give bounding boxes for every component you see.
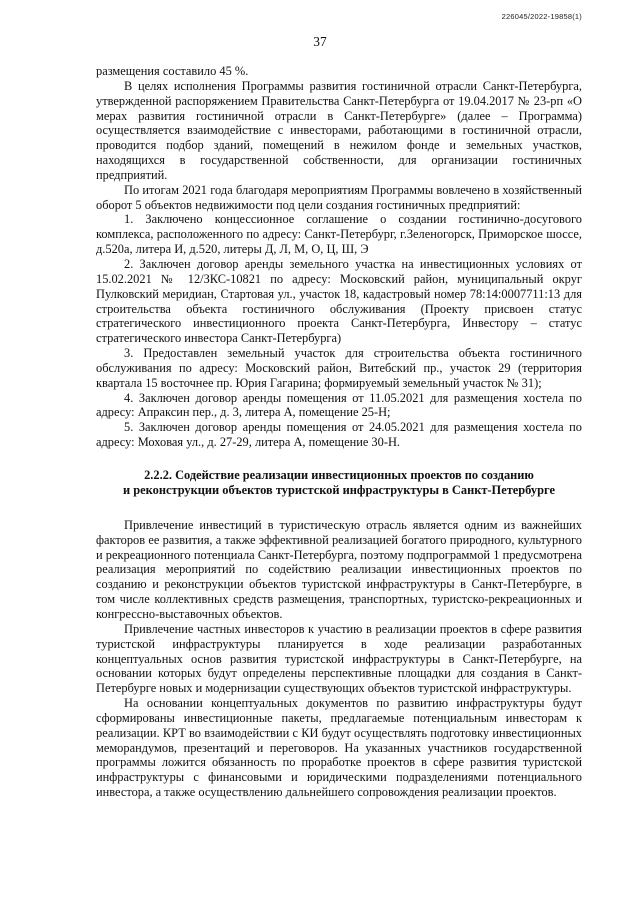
list-item: 1. Заключено концессионное соглашение о создании гостинично-досугового комплекса, расположенного по адресу: Санкт-Петербург, г.Зеленогорск, Приморское шоссе, д.520а, литера И, д.520, литеры Д, Л, М, О, Ц, Ш, Э: [96, 212, 582, 257]
list-item: 4. Заключен договор аренды помещения от 11.05.2021 для размещения хостела по адресу: Апраксин пер., д. 3, литера А, помещение 25-Н;: [96, 390, 582, 420]
list-item: 5. Заключен договор аренды помещения от 24.05.2021 для размещения хостела по адресу: Моховая ул., д. 27-29, литера А, помещение 30-Н.: [96, 420, 582, 450]
document-id: 226045/2022-19858(1): [501, 12, 582, 21]
paragraph: На основании концептуальных документов по развитию инфраструктуры будут сформированы инвестиционные пакеты, предлагаемые потенциальным инвесторам к реализации. КРТ во взаимодействии с КИ будут осуществлять подготовку инвестиционных меморандумов, презентаций и переговоров. На указанных участников государственной программы ложится обязанность по проработке проектов в сфере развития туристской инфраструктуры с финансовыми и юридическими подразделениями потенциального инвестора, а также осуществлению дальнейшего сопровождения реализации проектов.: [96, 696, 582, 800]
paragraph: размещения составило 45 %.: [96, 64, 249, 78]
section-heading-line: 2.2.2. Содействие реализации инвестиционных проектов по созданию: [144, 467, 534, 482]
document-body: [96, 64, 582, 800]
list-item: 2. Заключен договор аренды земельного участка на инвестиционных условиях от 15.02.2021 № 12/ЗКС-10821 по адресу: Московский район, муниципальный округ Пулковский меридиан, Стартовая ул., участок 18, кадастровый номер 78:14:0007711:13 для строительства объекта гостиничного обслуживания (Проекту присвоен статус стратегического инвестиционного проекта Санкт-Петербурга, Инвестору – статус стратегического инвестора Санкт-Петербурга): [96, 256, 582, 346]
list-item: 3. Предоставлен земельный участок для строительства объекта гостиничного обслуживания по адресу: Московский район, Витебский пр., участок 29 (территория квартала 15 восточнее пр. Юрия Гагарина; формируемый земельный участок № 31);: [96, 346, 582, 390]
page-number: 37: [313, 34, 327, 49]
paragraph: Привлечение частных инвесторов к участию в реализации проектов в сфере развития туристской инфраструктуры планируется в ходе реализации разработанных концептуальных основ развития туристской инфраструктуры в Санкт-Петербурге, на основании которых будут определены перспективные площадки для создания в Санкт-Петербурге новых и модернизации существующих объектов туристской инфраструктуры.: [96, 621, 582, 696]
paragraph: Привлечение инвестиций в туристическую отрасль является одним из важнейших факторов ее развития, а также эффективной реализацией богатого природного, культурного и рекреационного потенциала Санкт-Петербурга, поэтому подпрограммой 1 предусмотрена реализация мероприятий по содействию реализации инвестиционных проектов по созданию и реконструкции объектов туристской инфраструктуры в Санкт-Петербурге, в том числе коллективных средств размещения, транспортных, туристско-рекреационных и конгрессно-выставочных объектов.: [96, 517, 582, 621]
section-heading-line: и реконструкции объектов туристской инфраструктуры в Санкт-Петербурге: [123, 482, 555, 497]
paragraph: По итогам 2021 года благодаря мероприятиям Программы вовлечено в хозяйственный оборот 5 объектов недвижимости под цели создания гостиничных предприятий:: [96, 182, 582, 212]
paragraph: В целях исполнения Программы развития гостиничной отрасли Санкт-Петербурга, утвержденной распоряжением Правительства Санкт-Петербурга от 19.04.2017 № 23-рп «О мерах развития гостиничной отрасли в Санкт-Петербурге» (далее – Программа) осуществляется взаимодействие с инвесторами, работающими в гостиничной отрасли, проводится подбор зданий, помещений в нежилом фонде и земельных участков, находящихся в государственной собственности, для организации гостиничных предприятий.: [96, 78, 582, 182]
section-heading: [96, 468, 582, 498]
